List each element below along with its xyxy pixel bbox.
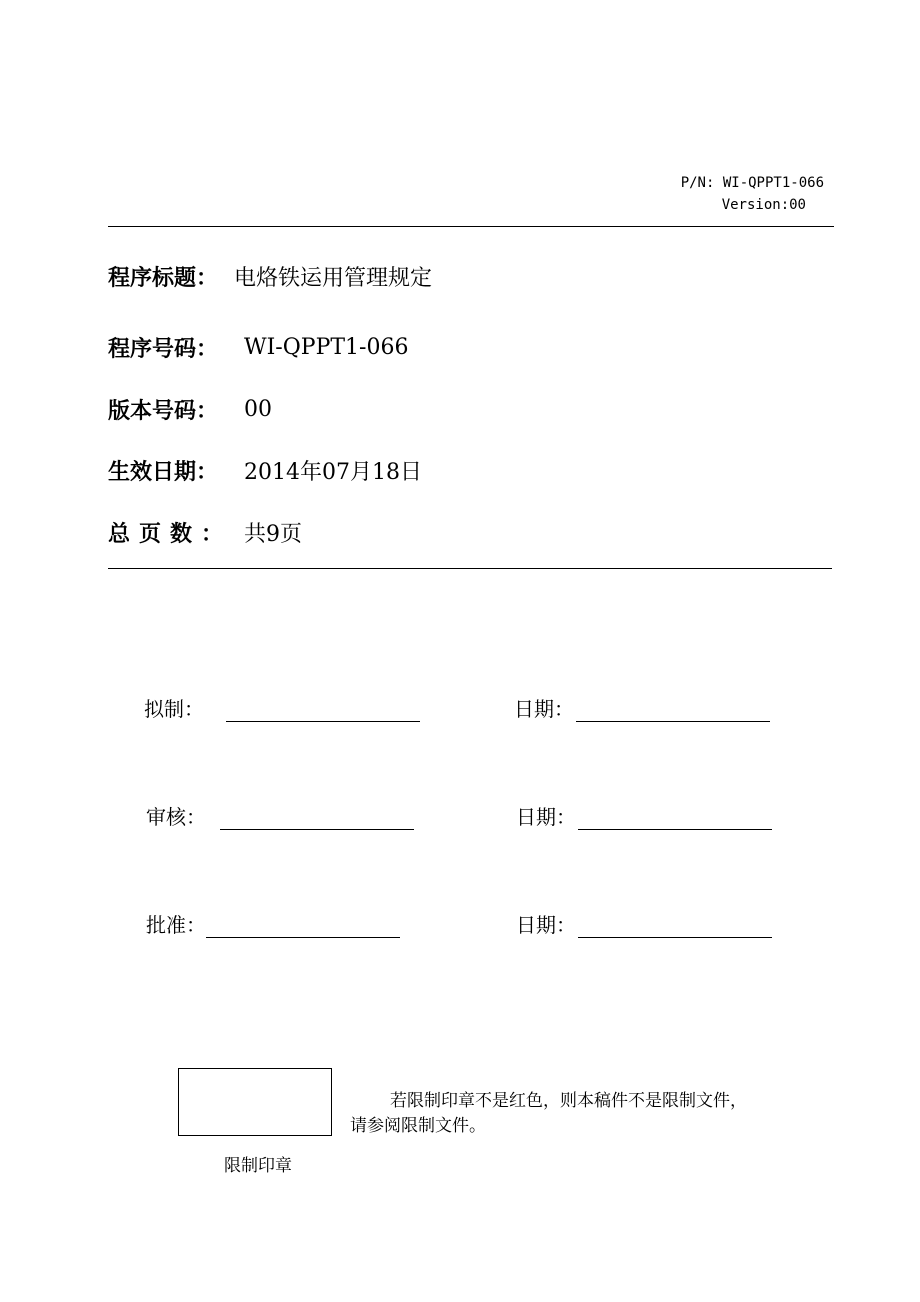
field-version-number [108, 392, 272, 426]
controlled-notice [350, 1089, 790, 1139]
procedure-code-value: WI-QPPT1-066 [244, 334, 409, 360]
review-date-label: 日期： [516, 805, 576, 829]
effective-date-label: 生效日期： [108, 459, 219, 485]
approve-date-label: 日期： [516, 913, 576, 937]
document-header [681, 172, 824, 216]
controlled-stamp-box [178, 1068, 332, 1136]
total-pages-value: 共9页 [244, 521, 302, 547]
draft-signature-line[interactable] [226, 697, 420, 722]
approve-signature [146, 908, 400, 938]
version-number-value: 00 [244, 396, 272, 422]
procedure-title-label: 程序标题： [108, 265, 219, 291]
procedure-code-label: 程序号码： [108, 336, 219, 362]
review-signature-line[interactable] [220, 805, 414, 830]
fields-divider [108, 568, 832, 569]
review-label: 审核： [146, 805, 206, 829]
notice-line-2: 请参阅限制文件。 [350, 1116, 486, 1136]
field-procedure-title [108, 259, 432, 293]
draft-signature [144, 692, 420, 722]
procedure-title-value: 电烙铁运用管理规定 [234, 265, 433, 291]
review-date [516, 800, 772, 830]
version-number: Version:00 [721, 197, 806, 213]
draft-date [514, 692, 770, 722]
approve-label: 批准： [146, 913, 206, 937]
draft-date-label: 日期： [514, 697, 574, 721]
effective-date-value: 2014年07月18日 [244, 459, 422, 485]
approve-date-line[interactable] [578, 913, 772, 938]
part-number: P/N: WI-QPPT1-066 [680, 175, 824, 191]
field-effective-date [108, 453, 422, 487]
review-signature [146, 800, 414, 830]
controlled-stamp-caption: 限制印章 [224, 1156, 292, 1176]
draft-label: 拟制： [144, 697, 204, 721]
total-pages-label: 总页数： [108, 521, 233, 547]
header-divider [108, 226, 834, 227]
field-procedure-code [108, 330, 408, 364]
review-date-line[interactable] [578, 805, 772, 830]
notice-line-1: 若限制印章不是红色，则本稿件不是限制文件， [390, 1091, 747, 1111]
approve-date [516, 908, 772, 938]
approve-signature-line[interactable] [206, 913, 400, 938]
draft-date-line[interactable] [576, 697, 770, 722]
version-number-label: 版本号码： [108, 398, 219, 424]
field-total-pages [108, 515, 302, 549]
